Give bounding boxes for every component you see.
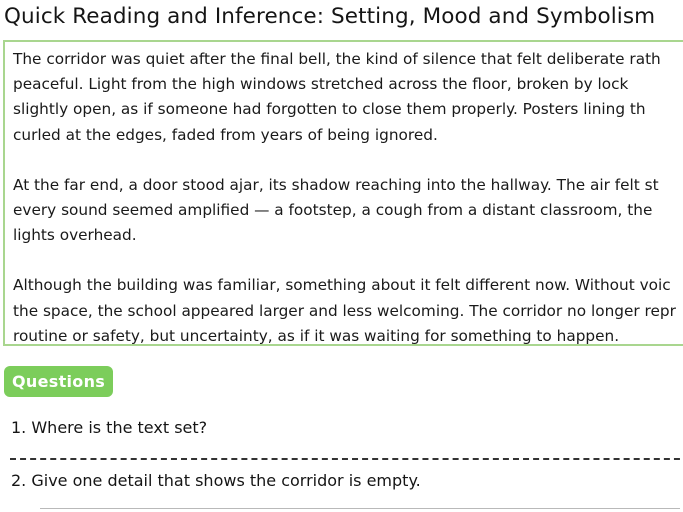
passage-paragraph-3 — [13, 273, 683, 349]
page-title: Quick Reading and Inference: Setting, Mood and Symbolism — [4, 4, 656, 29]
answer-line-2[interactable] — [40, 508, 680, 509]
question-2: 2. Give one detail that shows the corridor is empty. — [11, 471, 421, 490]
passage-line: every sound seemed amplified — a footstep, a cough from a distant classroom, the — [13, 201, 653, 220]
passage-line: routine or safety, but uncertainty, as if it was waiting for something to happen. — [13, 326, 620, 345]
answer-line-1[interactable] — [10, 458, 683, 460]
passage-line: the space, the school appeared larger and less welcoming. The corridor no longer repr — [13, 301, 676, 320]
question-1: 1. Where is the text set? — [11, 418, 208, 437]
questions-badge: Questions — [4, 366, 113, 397]
passage-line: Although the building was familiar, something about it felt different now. Without voic — [13, 276, 671, 295]
passage-paragraph-1 — [13, 47, 683, 148]
passage-line: lights overhead. — [13, 226, 137, 245]
passage-line: curled at the edges, faded from years of being ignored. — [13, 125, 438, 144]
passage-line: The corridor was quiet after the final bell, the kind of silence that felt deliberate rath — [13, 50, 661, 68]
passage-paragraph-2 — [13, 173, 683, 249]
reading-passage — [3, 40, 683, 346]
passage-line: peaceful. Light from the high windows stretched across the floor, broken by lock — [13, 75, 629, 94]
passage-line: slightly open, as if someone had forgotten to close them properly. Posters lining th — [13, 100, 646, 119]
passage-line: At the far end, a door stood ajar, its shadow reaching into the hallway. The air felt st — [13, 175, 659, 194]
